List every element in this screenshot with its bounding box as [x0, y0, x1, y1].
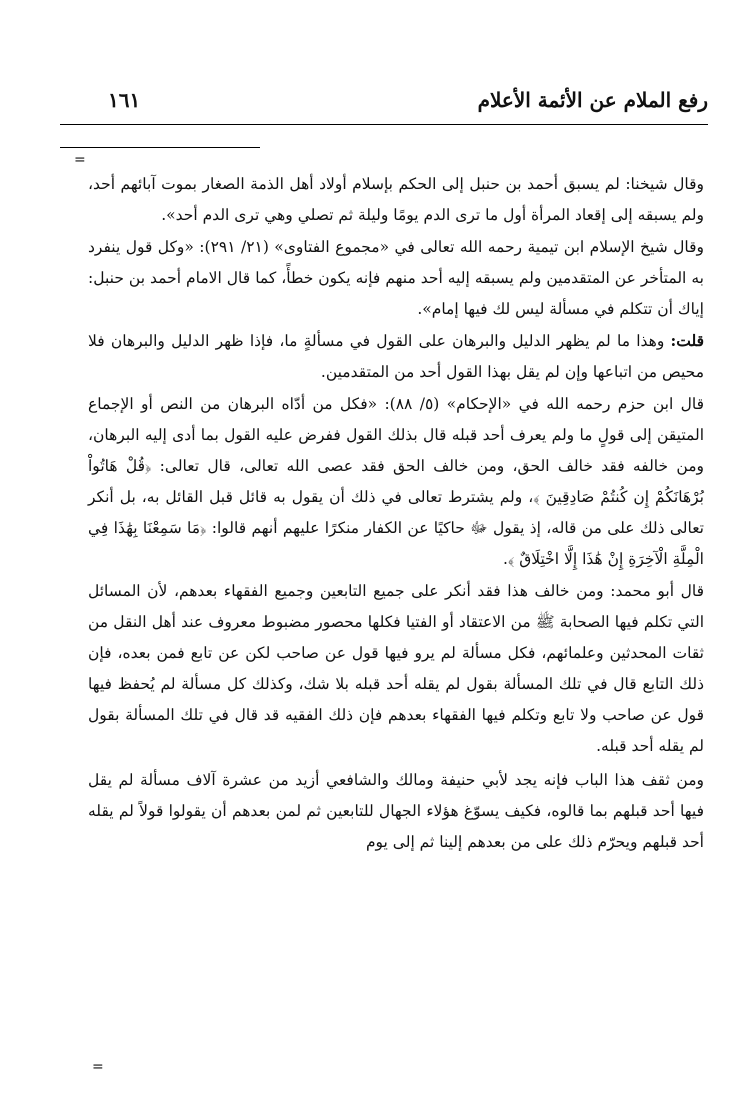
paragraph-text: ومن ثقف هذا الباب فإنه يجد لأبي حنيفة ومالك والشافعي أزيد من عشرة آلاف مسألة لم يقل فيها أحد قبلهم بما قالوه، فكيف يسوّغ هؤلاء الجهال للتابعين ثم لمن بعدهم أن يقولوا قولاً لم يقله أحد قبلهم ويحرّم ذلك على من بعدهم إلينا ثم إلى يوم	[88, 771, 704, 851]
paragraph-text: وهذا ما لم يظهر الدليل والبرهان على القول في مسألةٍ ما، فإذا ظهر الدليل والبرهان فلا محيص من اتباعها وإن لم يقل بهذا القول أحد من المتقدمين.	[88, 332, 704, 381]
running-header	[60, 88, 708, 124]
paragraph-text: وقال شيخنا: لم يسبق أحمد بن حنبل إلى الحكم بإسلام أولاد أهل الذمة الصغار بموت آبائهم أحد، ولم يسبقه إلى إقعاد المرأة أول ما ترى الدم يومًا وليلة ثم تصلي وهي ترى الدم أحد».	[88, 175, 704, 224]
paragraph-lead: قلت:	[670, 331, 704, 350]
footnote-rule	[60, 147, 260, 148]
paragraph	[88, 388, 704, 575]
paragraph	[88, 764, 704, 858]
page-number: ١٦١	[108, 88, 141, 112]
paragraph-text: قال ابن حزم رحمه الله في «الإحكام» (٥/ ٨٨): «فكل من أدّاه البرهان من النص أو الإجماع المتيقن إلى قولٍ ما ولم يعرف أحد قبله قال بذلك القول ففرض عليه القول بما أدى إليه البرهان، ومن خالفه فقد خالف الحق، ومن خالف الحق فقد عصى الله تعالى، قال تعالى: ﴿قُلْ هَاتُواْ بُرْهَانَكُمْ إِن كُنتُمْ صَادِقِينَ ﴾، ولم يشترط تعالى في ذلك أن يقول به قائل قبل القائل به، بل أنكر تعالى ذلك على من قاله، إذ يقول ﷻ حاكيًا عن الكفار منكرًا عليهم أنهم قالوا: ﴿مَا سَمِعْنَا بِهَٰذَا فِي الْمِلَّةِ الْآخِرَةِ إِنْ هَٰذَا إِلَّا اخْتِلَاقٌ ﴾.	[88, 395, 704, 568]
body-text	[88, 168, 704, 858]
continuation-mark-bottom: =	[92, 1059, 104, 1075]
paragraph	[88, 575, 704, 762]
continuation-mark-top: =	[74, 152, 86, 168]
paragraph-text: وقال شيخ الإسلام ابن تيمية رحمه الله تعالى في «مجموع الفتاوى» (٢١/ ٢٩١): «وكل قول ينفرد به المتأخر عن المتقدمين ولم يسبقه إليه أحد منهم فإنه يكون خطأً، كما قال الامام أحمد بن حنبل: إياك أن تتكلم في مسألة ليس لك فيها إمام».	[88, 238, 704, 318]
running-title: رفع الملام عن الأئمة الأعلام	[477, 88, 708, 112]
paragraph	[88, 231, 704, 325]
paragraph	[88, 325, 704, 388]
paragraph-text: قال أبو محمد: ومن خالف هذا فقد أنكر على جميع التابعين وجميع الفقهاء بعدهم، لأن المسائل التي تكلم فيها الصحابة ﷺ من الاعتقاد أو الفتيا فكلها محصور مضبوط معروف عند أهل النقل من ثقات المحدثين وعلمائهم، فكل مسألة لم يرو فيها قول عن صاحب لكن عن تابع فمن بعده، فإن ذلك التابع قال في تلك المسألة بقول لم يقله أحد قبله بلا شك، وكذلك كل مسألة لم يُحفظ فيها قول عن صاحب ولا تابع وتكلم فيها الفقهاء بعدهم فإن ذلك الفقيه قد قال في تلك المسألة بقول لم يقله أحد قبله.	[88, 582, 704, 755]
header-rule	[60, 124, 708, 125]
paragraph	[88, 168, 704, 231]
